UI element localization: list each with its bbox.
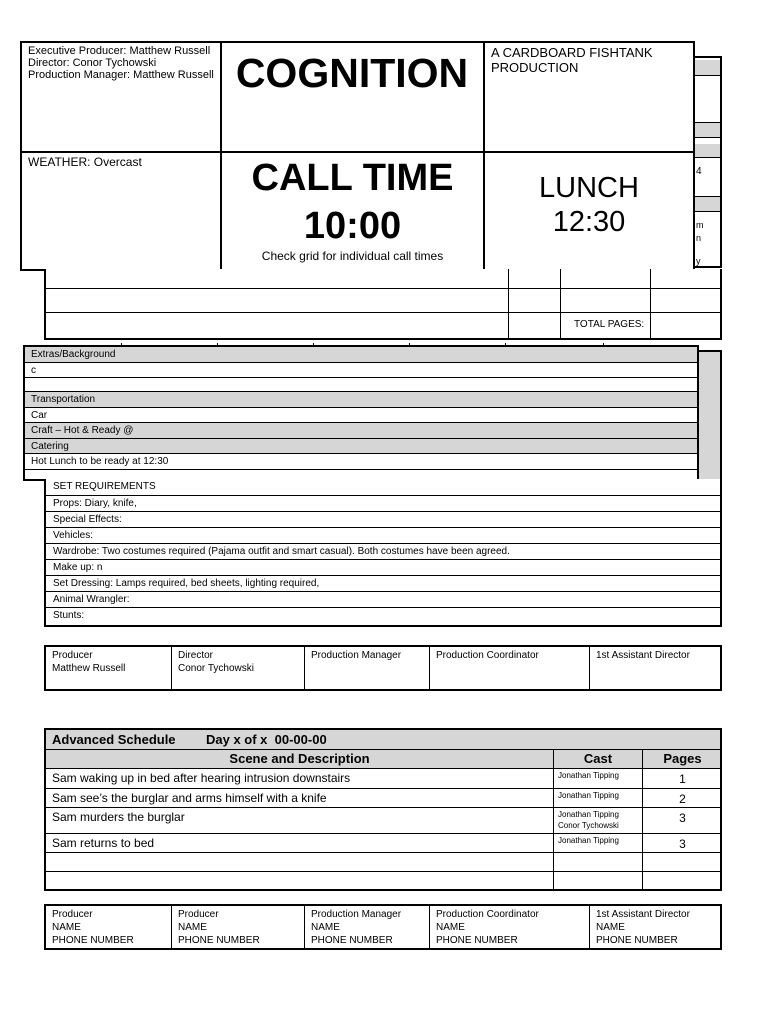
crew-role: 1st Assistant Director — [596, 909, 690, 920]
schedule-cast — [558, 790, 640, 801]
schedule-pages: 2 — [679, 792, 686, 806]
set-requirement-text: Wardrobe: Two costumes required (Pajama outfit and smart casual). Both costumes have been agreed. — [53, 546, 510, 557]
schedule-cast — [558, 809, 640, 831]
credit-line: Director: Conor Tychowski — [28, 57, 157, 69]
schedule-row — [46, 807, 720, 833]
page-title: COGNITION — [235, 50, 469, 96]
department-text: Transportation — [31, 394, 96, 405]
company-cell — [483, 41, 695, 153]
weather-cell — [20, 151, 222, 271]
cast-member: Jonathan Tipping — [558, 836, 619, 845]
credit-line: Executive Producer: Matthew Russell — [28, 45, 211, 57]
set-requirements-title: SET REQUIREMENTS — [53, 481, 156, 492]
crew-name: NAME — [596, 922, 625, 933]
cast-member: Jonathan Tipping — [558, 810, 619, 819]
crew-phone: PHONE NUMBER — [52, 935, 134, 946]
crew-name: NAME — [178, 922, 207, 933]
company-name: A CARDBOARD FISHTANK PRODUCTION — [491, 45, 653, 75]
schedule-row — [46, 788, 720, 807]
credit-line: Production Manager: Matthew Russell — [28, 69, 214, 81]
schedule-scene: Sam see’s the burglar and arms himself with a knife — [52, 791, 327, 805]
lunch-time: 12:30 — [552, 206, 626, 238]
crew-cell — [429, 647, 589, 689]
crew-name: NAME — [311, 922, 340, 933]
schedule-scene: Sam waking up in bed after hearing intrusion downstairs — [52, 771, 351, 785]
crew-role: Production Manager — [311, 909, 402, 920]
crew-role: Producer — [52, 650, 93, 661]
call-time-value: 10:00 — [303, 205, 402, 247]
lunch-label: LUNCH — [539, 172, 639, 204]
schedule-pages: 3 — [679, 837, 686, 851]
crew-phone: PHONE NUMBER — [311, 935, 393, 946]
department-header-row — [25, 392, 697, 408]
crew-name: NAME — [436, 922, 465, 933]
lunch-cell — [483, 151, 695, 271]
department-text: c — [31, 365, 36, 376]
set-requirement-text: Set Dressing: Lamps required, bed sheets, lighting required, — [53, 578, 320, 589]
crew-role: Production Manager — [311, 650, 402, 661]
schedule-row — [46, 852, 720, 871]
department-row — [25, 378, 697, 392]
schedule-pages: 3 — [679, 811, 686, 825]
cast-member: Conor Tychowski — [558, 821, 619, 830]
set-requirement-row — [46, 591, 720, 607]
crew-phone: PHONE NUMBER — [596, 935, 678, 946]
set-requirement-row — [46, 559, 720, 575]
set-requirement-row — [46, 495, 720, 511]
set-requirement-text: Animal Wrangler: — [53, 594, 130, 605]
department-header-row — [25, 439, 697, 454]
title-cell — [220, 41, 485, 153]
schedule-day: Day x of x 00-00-00 — [206, 732, 327, 747]
schedule-row — [46, 769, 720, 788]
schedule-row — [46, 833, 720, 852]
crew-name: NAME — [52, 922, 81, 933]
schedule-pages: 1 — [679, 772, 686, 786]
schedule-cast — [558, 770, 640, 781]
set-requirement-text: Vehicles: — [53, 530, 94, 541]
crew-role: Production Coordinator — [436, 909, 539, 920]
cast-member: Jonathan Tipping — [558, 771, 619, 780]
set-requirement-row — [46, 575, 720, 591]
department-header-row — [25, 347, 697, 363]
side-fragment: y — [696, 256, 701, 266]
crew-name: Matthew Russell — [52, 663, 126, 674]
set-requirement-row — [46, 511, 720, 527]
header-credits-cell — [20, 41, 222, 153]
call-time-cell — [220, 151, 485, 271]
set-requirements-table — [44, 479, 722, 627]
crew-cell — [589, 906, 724, 948]
col-cast-header: Cast — [583, 751, 613, 766]
schedule-row — [46, 871, 720, 890]
set-requirement-text: Stunts: — [53, 610, 85, 621]
department-text: Craft – Hot & Ready @ — [31, 425, 134, 436]
crew-cell — [46, 647, 171, 689]
set-requirement-row — [46, 607, 720, 623]
department-text: Hot Lunch to be ready at 12:30 — [31, 456, 169, 467]
col-scene-header: Scene and Description — [229, 751, 370, 766]
schedule-scene: Sam murders the burglar — [52, 810, 185, 824]
crew-cell — [171, 647, 304, 689]
department-text: Car — [31, 410, 48, 421]
scene-grid — [44, 269, 722, 340]
crew-role: Production Coordinator — [436, 650, 539, 661]
crew-cell — [429, 906, 589, 948]
crew-table-bottom — [44, 904, 722, 950]
department-row — [25, 408, 697, 423]
crew-role: Producer — [178, 909, 219, 920]
schedule-cast — [558, 835, 640, 846]
crew-role: 1st Assistant Director — [596, 650, 690, 661]
call-time-note: Check grid for individual call times — [261, 249, 444, 263]
col-pages-header: Pages — [663, 751, 702, 766]
schedule-title: Advanced Schedule — [52, 732, 176, 747]
side-fragment: m — [696, 220, 704, 230]
crew-cell — [304, 647, 429, 689]
schedule-scene: Sam returns to bed — [52, 836, 155, 850]
crew-role: Director — [178, 650, 214, 661]
crew-name: Conor Tychowski — [178, 663, 254, 674]
crew-table-top — [44, 645, 722, 691]
weather-text: WEATHER: Overcast — [28, 155, 142, 169]
set-requirement-text: Special Effects: — [53, 514, 122, 525]
set-requirement-text: Make up: n — [53, 562, 103, 573]
side-fragment: n — [696, 233, 702, 243]
advanced-schedule-table — [44, 728, 722, 891]
crew-phone: PHONE NUMBER — [178, 935, 260, 946]
department-row — [25, 454, 697, 470]
set-requirement-row — [46, 527, 720, 543]
department-header-row — [25, 423, 697, 439]
crew-cell — [46, 906, 171, 948]
department-text: Extras/Background — [31, 349, 116, 360]
crew-phone: PHONE NUMBER — [436, 935, 518, 946]
total-pages-label: TOTAL PAGES: — [574, 319, 645, 330]
crew-cell — [171, 906, 304, 948]
side-fragment: 4 — [696, 166, 702, 177]
department-row — [25, 363, 697, 378]
set-requirement-row — [46, 543, 720, 559]
cast-member: Jonathan Tipping — [558, 791, 619, 800]
set-requirement-text: Props: Diary, knife, — [53, 498, 137, 509]
call-time-label: CALL TIME — [251, 157, 454, 199]
department-table — [23, 345, 699, 481]
crew-role: Producer — [52, 909, 93, 920]
crew-cell — [589, 647, 724, 689]
crew-cell — [304, 906, 429, 948]
department-text: Catering — [31, 441, 69, 452]
